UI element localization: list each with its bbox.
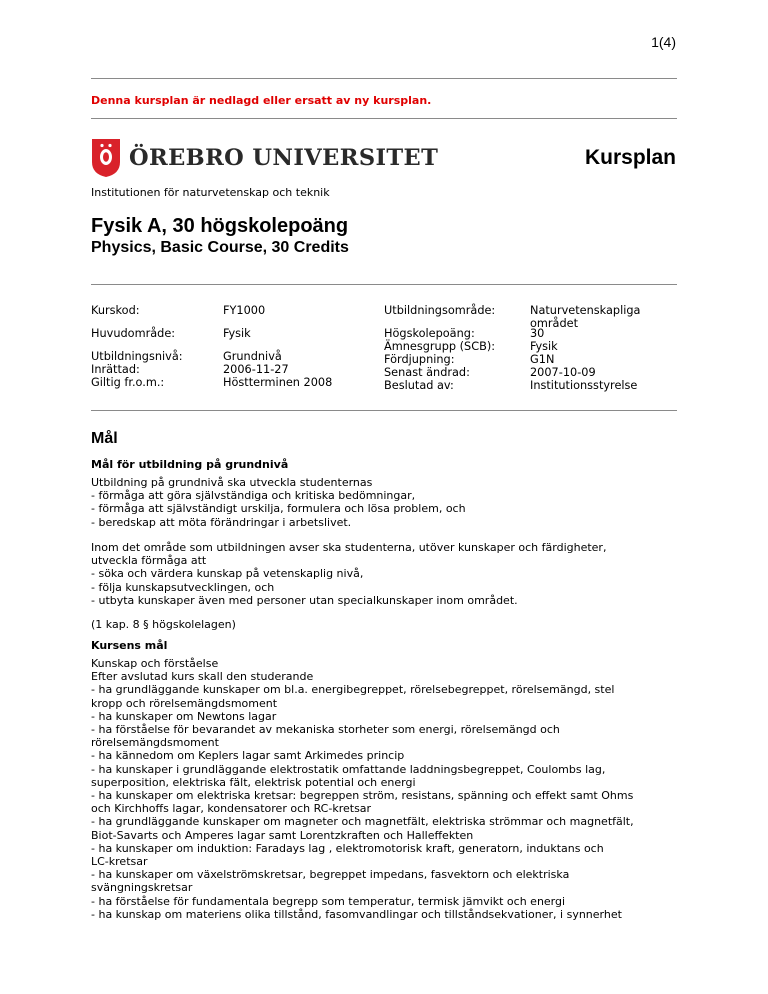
label-giltig: Giltig fr.o.m.: <box>91 376 165 389</box>
value-utbildningsomrade-cont: området <box>530 317 579 330</box>
label-beslutad-av: Beslutad av: <box>384 379 454 392</box>
paragraph-omrade: Inom det område som utbildningen avser ska studenterna, utöver kunskaper och färdigheter, utveckla förmåga att - söka och värdera kunskap på vetenskaplig nivå, - följa kunskapsutvecklingen, och - utbyta kunskaper även med personer utan specialkunskaper inom området. <box>91 541 607 607</box>
page-number: 1(4) <box>651 34 676 50</box>
label-fordjupning: Fördjupning: <box>384 353 455 366</box>
value-kurskod: FY1000 <box>223 304 266 317</box>
paragraph-grundniva: Utbildning på grundnivå ska utveckla studenternas - förmåga att göra självständiga och kritiska bedömningar, - förmåga att självständigt urskilja, formulera och lösa problem, och - beredskap att möta förändringar i arbetslivet. <box>91 476 466 529</box>
paragraph-kursens-mal: Kunskap och förståelse Efter avslutad kurs skall den studerande - ha grundläggande kunskaper om bl.a. energibegreppet, rörelsebegreppet, rörelsemängd, stel kropp och rörelsemängdsmoment - ha kunskaper om Newtons lagar - ha förståelse för bevarandet av mekaniska storheter som energi, rörelsemängd och rörelsemängdsmoment - ha kännedom om Keplers lagar samt Arkimedes princip - ha kunskaper i grundläggande elektrostatik omfattande laddningsbegreppet, Coulombs lag, superposition, elektriska fält, elektrisk potential och energi - ha kunskaper om elektriska kretsar: begreppen ström, resistans, spänning och effekt samt Ohms och Kirchhoffs lagar, kondensatorer och RC-kretsar - ha grundläggande kunskaper om magneter och magnetfält, elektriska strömmar och magnetfält, Biot-Savarts och Amperes lagar samt Lorentzkraften och Halleffekten - ha kunskaper om induktion: Faradays lag , elektromotorisk kraft, generatorn, induktans och LC-kretsar - ha kunskaper om växelströmskretsar, begreppet impedans, fasvektorn och elektriska svängningskretsar - ha förståelse för fundamentala begrepp som temperatur, termisk jämvikt och energi - ha kunskap om materiens olika tillstånd, fasomvandlingar och tillståndsekvationer, i synnerhet <box>91 657 634 921</box>
paragraph-lagrum: (1 kap. 8 § högskolelagen) <box>91 618 236 631</box>
label-utbildningsniva: Utbildningsnivå: <box>91 350 183 363</box>
discontinued-notice: Denna kursplan är nedlagd eller ersatt av ny kursplan. <box>91 94 432 107</box>
value-inrattad: 2006-11-27 <box>223 363 289 376</box>
value-fordjupning: G1N <box>530 353 555 366</box>
document-type: Kursplan <box>584 146 676 169</box>
divider <box>91 284 677 285</box>
value-giltig: Höstterminen 2008 <box>223 376 333 389</box>
shield-logo-icon <box>91 138 121 178</box>
divider <box>91 410 677 411</box>
course-title: Fysik A, 30 högskolepoäng <box>91 215 349 237</box>
label-kurskod: Kurskod: <box>91 304 140 317</box>
label-huvudomrade: Huvudområde: <box>91 327 176 340</box>
department: Institutionen för naturvetenskap och teknik <box>91 186 330 199</box>
course-title-english: Physics, Basic Course, 30 Credits <box>91 239 349 256</box>
label-hogskolepoang: Högskolepoäng: <box>384 327 475 340</box>
divider <box>91 118 677 119</box>
logo-wordmark: ÖREBRO UNIVERSITET <box>129 145 439 171</box>
subheading-kursens-mal: Kursens mål <box>91 639 168 652</box>
label-amnesgrupp: Ämnesgrupp (SCB): <box>384 340 496 353</box>
section-heading-mal: Mål <box>91 430 118 447</box>
divider <box>91 78 677 79</box>
value-amnesgrupp: Fysik <box>530 340 558 353</box>
value-senast-andrad: 2007-10-09 <box>530 366 596 379</box>
label-utbildningsomrade: Utbildningsområde: <box>384 304 496 317</box>
value-huvudomrade: Fysik <box>223 327 251 340</box>
subheading-grundniva: Mål för utbildning på grundnivå <box>91 458 289 471</box>
label-senast-andrad: Senast ändrad: <box>384 366 470 379</box>
university-logo <box>91 137 438 179</box>
value-utbildningsomrade: Naturvetenskapliga <box>530 304 641 317</box>
value-beslutad-av: Institutionsstyrelse <box>530 379 638 392</box>
value-utbildningsniva: Grundnivå <box>223 350 282 363</box>
value-hogskolepoang: 30 <box>530 327 545 340</box>
label-inrattad: Inrättad: <box>91 363 140 376</box>
